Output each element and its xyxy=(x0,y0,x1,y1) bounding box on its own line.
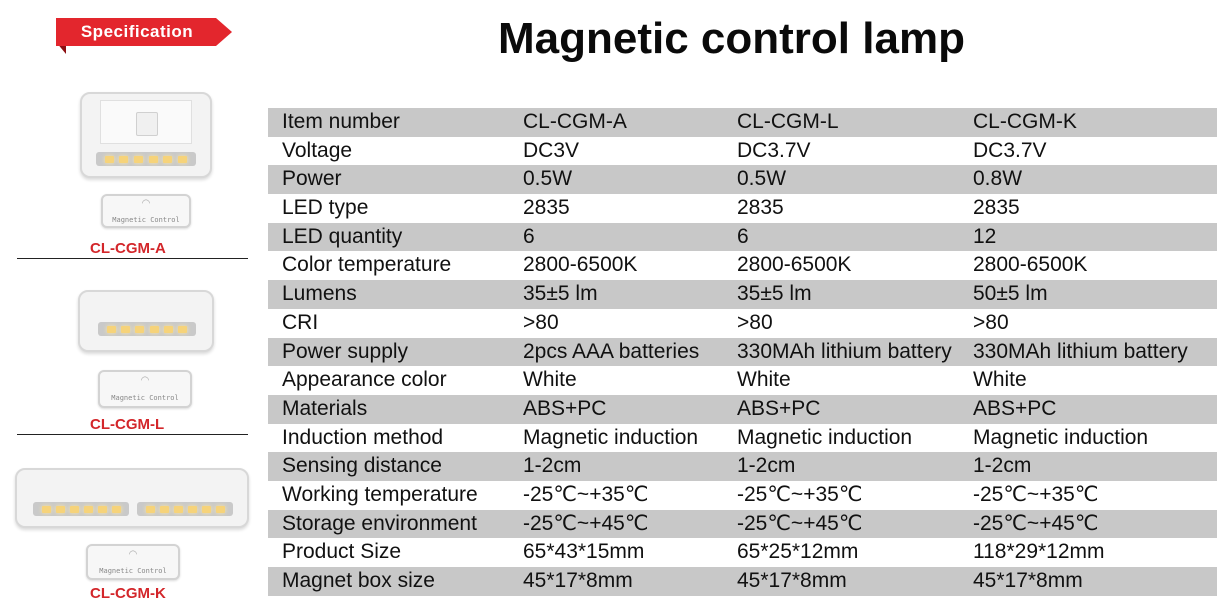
spec-value: ABS+PC xyxy=(973,396,1057,420)
lamp-image-l xyxy=(78,290,214,352)
spec-value: 50±5 lm xyxy=(973,282,1048,306)
led-icon xyxy=(98,506,107,513)
led-icon xyxy=(119,156,128,163)
table-row xyxy=(268,567,1217,596)
spec-value: >80 xyxy=(523,310,559,334)
spec-value: 6 xyxy=(523,224,535,248)
table-row xyxy=(268,452,1217,481)
spec-label: Voltage xyxy=(282,138,353,162)
spec-value: 118*29*12mm xyxy=(973,540,1105,564)
led-icon xyxy=(146,506,155,513)
spec-value: 0.5W xyxy=(737,167,787,191)
divider xyxy=(17,258,248,259)
spec-value: -25℃~+35℃ xyxy=(973,482,1099,506)
led-icon xyxy=(135,326,144,333)
table-row xyxy=(268,108,1217,137)
model-label-k: CL-CGM-K xyxy=(90,585,166,602)
magnet-box-text: Magnetic Control xyxy=(111,394,179,402)
spec-label: Power supply xyxy=(282,339,409,363)
divider xyxy=(17,434,248,435)
table-row xyxy=(268,510,1217,539)
spec-value: -25℃~+45℃ xyxy=(973,511,1099,535)
spec-value: CL-CGM-A xyxy=(523,110,627,133)
spec-value: 2835 xyxy=(737,196,784,220)
spec-value: >80 xyxy=(973,310,1009,334)
led-icon xyxy=(134,156,143,163)
table-row xyxy=(268,424,1217,453)
signal-icon: ◠ xyxy=(128,549,138,560)
model-label-a: CL-CGM-A xyxy=(90,240,166,257)
led-icon xyxy=(149,156,158,163)
spec-value: ABS+PC xyxy=(523,396,607,420)
led-icon xyxy=(164,326,173,333)
spec-label: Sensing distance xyxy=(282,454,442,478)
magnet-box-l xyxy=(98,370,192,408)
spec-value: 330MAh lithium battery xyxy=(973,339,1188,363)
spec-label: Working temperature xyxy=(282,482,478,506)
table-row xyxy=(268,280,1217,309)
table-row xyxy=(268,165,1217,194)
spec-value: 65*25*12mm xyxy=(737,540,859,564)
table-row xyxy=(268,538,1217,567)
spec-label: Materials xyxy=(282,396,368,420)
model-label-l: CL-CGM-L xyxy=(90,416,165,433)
specification-label: Specification xyxy=(80,22,194,41)
magnet-box-k xyxy=(86,544,180,580)
spec-label: LED quantity xyxy=(282,224,403,248)
led-icon xyxy=(216,506,225,513)
spec-value: -25℃~+45℃ xyxy=(737,511,863,535)
spec-label: Color temperature xyxy=(282,253,452,277)
spec-value: 35±5 lm xyxy=(737,282,812,306)
spec-label: Power xyxy=(282,167,342,191)
led-strip xyxy=(33,502,129,516)
spec-label: CRI xyxy=(282,310,319,334)
spec-value: White xyxy=(737,368,791,392)
spec-value: 12 xyxy=(973,224,997,248)
spec-value: 2800-6500K xyxy=(973,253,1088,277)
table-row xyxy=(268,223,1217,252)
magnet-box-text: Magnetic Control xyxy=(112,216,180,224)
magnet-box-a xyxy=(101,194,191,228)
spec-value: 2800-6500K xyxy=(523,253,638,277)
lamp-image-k xyxy=(15,468,249,528)
spec-value: -25℃~+35℃ xyxy=(523,482,649,506)
spec-value: CL-CGM-L xyxy=(737,110,839,133)
table-row xyxy=(268,137,1217,166)
table-row xyxy=(268,194,1217,223)
table-row xyxy=(268,309,1217,338)
led-icon xyxy=(70,506,79,513)
led-strip xyxy=(98,322,196,336)
led-icon xyxy=(178,326,187,333)
spec-label: Appearance color xyxy=(282,368,447,392)
spec-value: -25℃~+45℃ xyxy=(523,511,649,535)
spec-value: 2pcs AAA batteries xyxy=(523,339,700,363)
table-row xyxy=(268,481,1217,510)
led-strip xyxy=(137,502,233,516)
button-icon xyxy=(136,112,158,136)
spec-value: CL-CGM-K xyxy=(973,110,1077,133)
spec-label: Magnet box size xyxy=(282,569,435,592)
led-icon xyxy=(178,156,187,163)
led-icon xyxy=(121,326,130,333)
spec-label: Storage environment xyxy=(282,511,477,535)
spec-value: 45*17*8mm xyxy=(523,569,633,592)
spec-label: LED type xyxy=(282,196,369,220)
spec-value: White xyxy=(523,368,577,392)
led-strip xyxy=(96,152,196,166)
spec-value: DC3.7V xyxy=(973,138,1047,162)
spec-value: 2800-6500K xyxy=(737,253,852,277)
signal-icon: ◠ xyxy=(141,198,151,209)
spec-value: 2835 xyxy=(523,196,570,220)
led-icon xyxy=(105,156,114,163)
spec-value: 1-2cm xyxy=(523,454,582,478)
table-row xyxy=(268,395,1217,424)
lamp-image-a xyxy=(80,92,212,178)
spec-value: 45*17*8mm xyxy=(737,569,847,592)
spec-value: Magnetic induction xyxy=(973,425,1149,449)
spec-value: >80 xyxy=(737,310,773,334)
spec-value: 1-2cm xyxy=(973,454,1032,478)
spec-label: Item number xyxy=(282,110,400,133)
spec-value: -25℃~+35℃ xyxy=(737,482,863,506)
spec-value: Magnetic induction xyxy=(523,425,699,449)
spec-label: Induction method xyxy=(282,425,444,449)
spec-value: White xyxy=(973,368,1027,392)
spec-table xyxy=(268,108,1217,596)
spec-value: 65*43*15mm xyxy=(523,540,645,564)
spec-value: ABS+PC xyxy=(737,396,821,420)
spec-value: 45*17*8mm xyxy=(973,569,1083,592)
spec-value: 0.5W xyxy=(523,167,573,191)
spec-value: Magnetic induction xyxy=(737,425,913,449)
page-title: Magnetic control lamp xyxy=(498,14,965,63)
led-icon xyxy=(56,506,65,513)
led-icon xyxy=(174,506,183,513)
magnet-box-text: Magnetic Control xyxy=(99,567,167,575)
led-icon xyxy=(163,156,172,163)
led-icon xyxy=(160,506,169,513)
led-icon xyxy=(42,506,51,513)
spec-value: 2835 xyxy=(973,196,1020,220)
spec-value: 35±5 lm xyxy=(523,282,598,306)
led-icon xyxy=(107,326,116,333)
table-row xyxy=(268,251,1217,280)
spec-value: 330MAh lithium battery xyxy=(737,339,952,363)
led-icon xyxy=(84,506,93,513)
spec-label: Lumens xyxy=(282,282,357,306)
spec-label: Product Size xyxy=(282,540,402,564)
led-icon xyxy=(150,326,159,333)
spec-value: DC3V xyxy=(523,138,580,162)
signal-icon: ◠ xyxy=(140,375,150,386)
led-icon xyxy=(188,506,197,513)
table-row xyxy=(268,366,1217,395)
led-icon xyxy=(202,506,211,513)
specification-badge xyxy=(56,18,232,52)
spec-value: 1-2cm xyxy=(737,454,796,478)
spec-value: DC3.7V xyxy=(737,138,811,162)
spec-value: 6 xyxy=(737,224,749,248)
spec-value: 0.8W xyxy=(973,167,1023,191)
table-row xyxy=(268,338,1217,367)
led-icon xyxy=(112,506,121,513)
